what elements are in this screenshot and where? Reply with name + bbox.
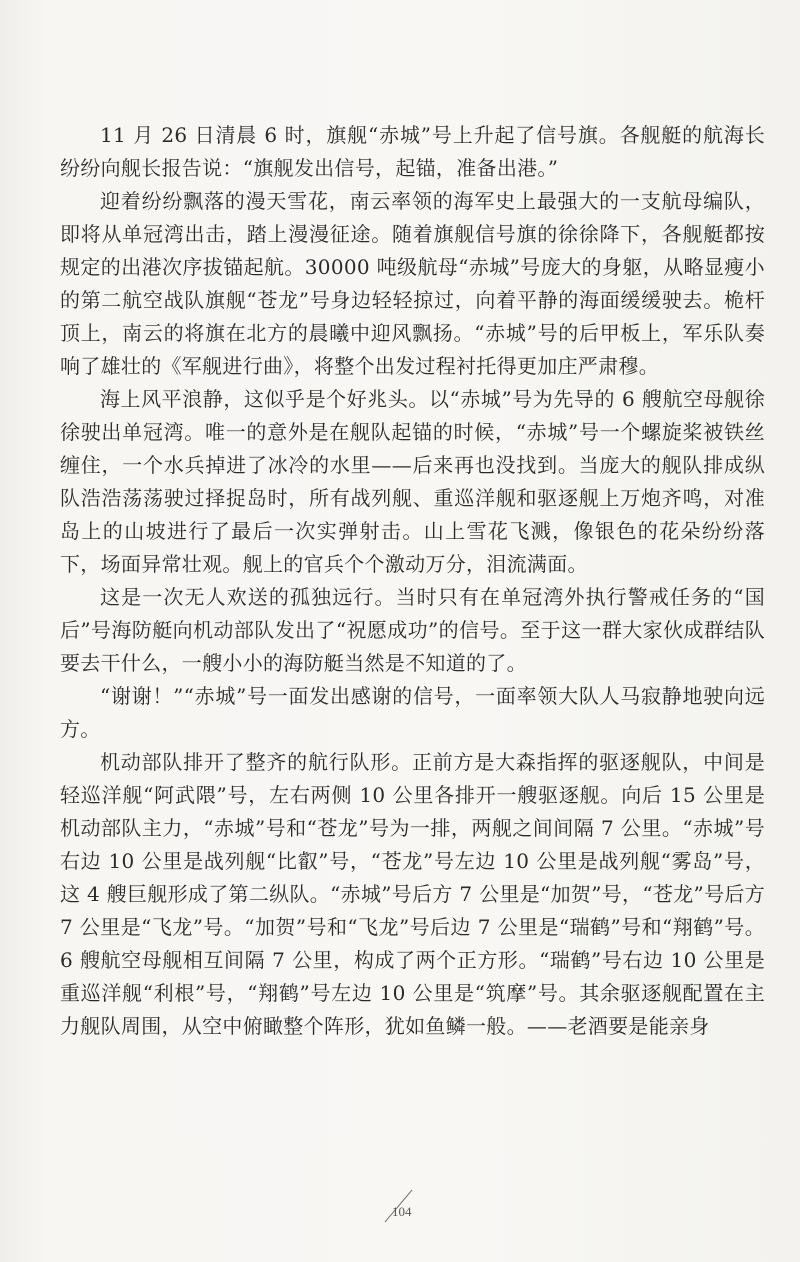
paragraph-4: 这是一次无人欢送的孤独远行。当时只有在单冠湾外执行警戒任务的“国后”号海防艇向机动部队发出了“祝愿成功”的信号。至于这一群大家伙成群结队要去干什么，一艘小小的海防艇当然是不知道的了。 [60,585,765,675]
page-number: 104 [392,1204,412,1219]
paragraph-6: 机动部队排开了整齐的航行队形。正前方是大森指挥的驱逐舰队，中间是轻巡洋舰“阿武隈”号，左右两侧 10 公里各排开一艘驱逐舰。向后 15 公里是机动部队主力，“赤城”号和“苍龙”号为一排，两舰之间间隔 7 公里。“赤城”号右边 10 公里是战列舰“比叡”号，“苍龙”号左边 10 公里是战列舰“雾岛”号，这 4 艘巨舰形成了第二纵队。“赤城”号后方 7 公里是“加贺”号，“苍龙”号后方 7 公里是“飞龙”号。“加贺”号和“飞龙”号后边 7 公里是“瑞鹤”号和“翔鹤”号。6 艘航空母舰相互间隔 7 公里，构成了两个正方形。“瑞鹤”号右边 10 公里是重巡洋舰“利根”号，“翔鹤”号左边 10 公里是“筑摩”号。其余驱逐舰配置在主力舰队周围，从空中俯瞰整个阵形，犹如鱼鳞一般。——老酒要是能亲身 [60,750,765,1038]
paragraph-3: 海上风平浪静，这似乎是个好兆头。以“赤城”号为先导的 6 艘航空母舰徐徐驶出单冠湾。唯一的意外是在舰队起锚的时候，“赤城”号一个螺旋桨被铁丝缠住，一个水兵掉进了冰冷的水里——后来再也没找到。当庞大的舰队排成纵队浩浩荡荡驶过择捉岛时，所有战列舰、重巡洋舰和驱逐舰上万炮齐鸣，对准岛上的山坡进行了最后一次实弹射击。山上雪花飞溅，像银色的花朵纷纷落下，场面异常壮观。舰上的官兵个个激动万分，泪流满面。 [60,387,765,576]
paragraph-2: 迎着纷纷飘落的漫天雪花，南云率领的海军史上最强大的一支航母编队，即将从单冠湾出击，踏上漫漫征途。随着旗舰信号旗的徐徐降下，各舰艇都按规定的出港次序拔锚起航。30000 吨级航母“赤城”号庞大的身躯，从略显瘦小的第二航空战队旗舰“苍龙”号身边轻轻掠过，向着平静的海面缓缓驶去。桅杆顶上，南云的将旗在北方的晨曦中迎风飘扬。“赤城”号的后甲板上，军乐队奏响了雄壮的《军舰进行曲》，将整个出发过程衬托得更加庄严肃穆。 [60,189,765,378]
paragraph-1: 11 月 26 日清晨 6 时，旗舰“赤城”号上升起了信号旗。各舰艇的航海长纷纷向舰长报告说：“旗舰发出信号，起锚，准备出港。” [60,123,765,180]
paragraph-5: “谢谢！”“赤城”号一面发出感谢的信号，一面率领大队人马寂静地驶向远方。 [60,684,765,741]
